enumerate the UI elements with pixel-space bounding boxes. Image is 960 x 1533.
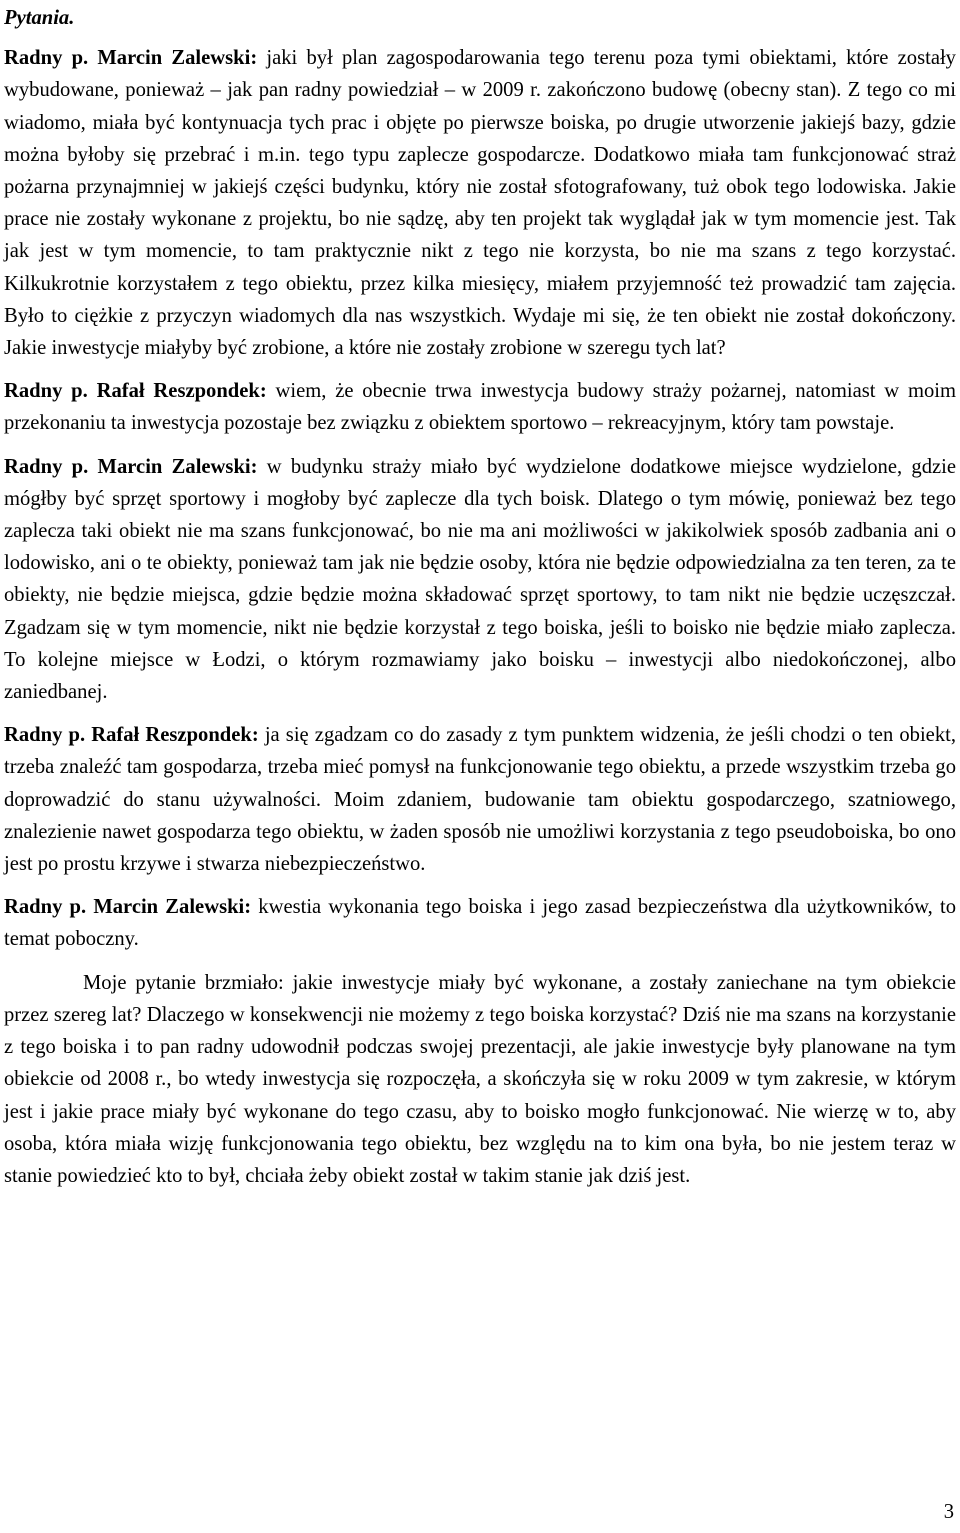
speaker-name: Radny p. Marcin Zalewski: bbox=[4, 455, 258, 478]
paragraph-3 bbox=[4, 451, 956, 709]
paragraph-6 bbox=[4, 967, 956, 1192]
page-number: 3 bbox=[943, 1501, 954, 1523]
paragraph-text: kwestia wykonania tego boiska i jego zasad bezpieczeństwa dla użytkowników, to temat poboczny. bbox=[4, 896, 956, 951]
paragraph-5 bbox=[4, 891, 956, 955]
paragraph-text: w budynku straży miało być wydzielone dodatkowe miejsce wydzielone, gdzie mógłby być sprzęt sportowy i mogłoby być zaplecze dla tych boisk. Dlatego o tym mówię, ponieważ bez tego zaplecza taki obiekt nie ma szans funkcjonować, bo nie ma ani możliwości w jakikolwiek sposób zadbania ani o lodowisko, ani o te obiekty, ponieważ tam jak nie będzie osoby, która nie będzie odpowiedzialna za ten teren, za te obiekty, nie będzie miejsca, gdzie będzie można składować sprzęt sportowy, to tam nikt nie będzie uczęszczał. Zgadzam się w tym momencie, nikt nie będzie korzystał z tego boiska, jeśli to boisko nie będzie miało zaplecza. To kolejne miejsce w Łodzi, o którym rozmawiamy jako boisku – inwestycji albo niedokończonej, albo zaniedbanej. bbox=[4, 455, 956, 704]
paragraph-text: wiem, że obecnie trwa inwestycja budowy straży pożarnej, natomiast w moim przekonaniu ta inwestycja pozostaje bez związku z obiektem sportowo – rekreacyjnym, który tam powstaje. bbox=[4, 380, 957, 435]
speaker-name: Radny p. Rafał Reszpondek: bbox=[4, 380, 267, 403]
paragraph-text: ja się zgadzam co do zasady z tym punktem widzenia, że jeśli chodzi o ten obiekt, trzeba znaleźć tam gospodarza, trzeba mieć pomysł na funkcjonowanie tego obiektu, a przede wszystkim trzeba go doprowadzić do stanu używalności. Moim zdaniem, budowanie tam obiektu gospodarczego, szatniowego, znalezienie nawet gospodarza tego obiektu, w żaden sposób nie umożliwi korzystania z tego pseudoboiska, bo ono jest po prostu krzywe i stwarza niebezpieczeństwo. bbox=[4, 724, 956, 876]
section-heading: Pytania. bbox=[4, 7, 75, 29]
paragraph-1 bbox=[4, 42, 956, 364]
speaker-name: Radny p. Marcin Zalewski: bbox=[4, 896, 252, 919]
paragraph-2 bbox=[4, 375, 956, 439]
paragraph-text: jaki był plan zagospodarowania tego terenu poza tymi obiektami, które zostały wybudowane, ponieważ – jak pan radny powiedział – w 2009 r. zakończono budowę (obecny stan). Z tego co mi wiadomo, miała być kontynuacja tych prac i objęte po pierwsze boiska, po drugie utworzenie jakiejś bazy, gdzie można byłoby się przebrać i m.in. tego typu zaplecze gospodarcze. Dodatkowo miała tam funkcjonować straż pożarna przynajmniej w jakiejś części budynku, który nie został sfotografowany, tuż obok tego lodowiska. Jakie prace nie zostały wykonane z projektu, bo nie sądzę, aby ten projekt tak wyglądał jak w tym momencie jest. Tak jak jest w tym momencie, to tam praktycznie nikt z tego nie korzysta, bo nie ma szans z tego korzystać. Kilkukrotnie korzystałem z tego obiektu, przez kilka miesięcy, miałem przyjemność też prowadzić tam zajęcia. Było to ciężkie z przyczyn wiadomych dla nas wszystkich. Wydaje mi się, że ten obiekt nie został dokończony. Jakie inwestycje miałyby być zrobione, a które nie zostały zrobione w szeregu tych lat? bbox=[4, 47, 956, 360]
speaker-name: Radny p. Marcin Zalewski: bbox=[4, 47, 258, 70]
paragraph-4 bbox=[4, 719, 956, 880]
paragraph-text: Moje pytanie brzmiało: jakie inwestycje miały być wykonane, a zostały zaniechane na tym obiekcie przez szereg lat? Dlaczego w konsekwencji nie możemy z tego boiska korzystać? Dziś nie ma szans na korzystanie z tego boiska i to pan radny udowodnił podczas swojej prezentacji, ale jakie inwestycje były planowane na tym obiekcie od 2008 r., bo wtedy inwestycja się rozpoczęła, a skończyła się w roku 2009 w tym zakresie, w którym jest i jakie prace miały być wykonane do tego czasu, aby to boisko mogło funkcjonować. Nie wierzę w to, aby osoba, która miała wizję funkcjonowania tego obiektu, bez względu na to kim ona była, bo nie jestem teraz w stanie powiedzieć kto to był, chciała żeby obiekt został w takim stanie jak dziś jest. bbox=[4, 971, 956, 1187]
document-page bbox=[4, 0, 956, 1203]
speaker-name: Radny p. Rafał Reszpondek: bbox=[4, 724, 259, 747]
